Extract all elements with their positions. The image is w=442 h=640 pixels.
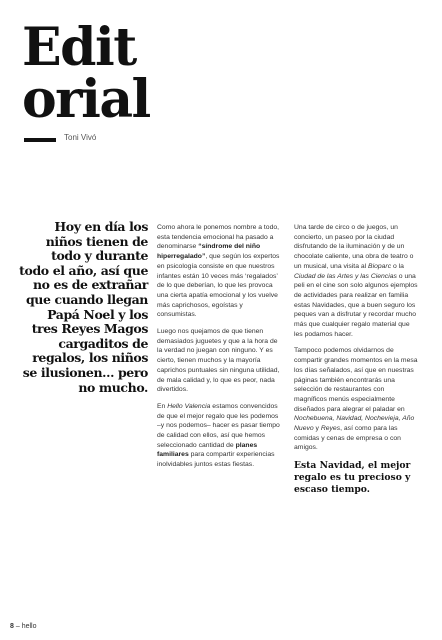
author-rule xyxy=(24,138,56,142)
title-line-2: orial xyxy=(22,69,150,130)
magazine-name: Hello Valencia xyxy=(167,402,211,410)
page-footer: 8 – hello xyxy=(10,623,37,630)
highlight-family-plans: planes familiares xyxy=(157,441,258,459)
paragraph: Luego nos quejamos de que tienen demasiados juguetes y que a la hora de la verdad no juegan con ninguno. Y es cierto, tienen muchos y la mayoría caprichos puntuales sin ninguna utilidad, de mala calidad y, lo que es peor, nada divertidos. xyxy=(157,328,280,394)
author-name: Toni Vivó xyxy=(64,133,97,142)
text-column-2 xyxy=(294,223,418,503)
text-column-1 xyxy=(157,223,281,477)
pull-quote: Hoy en día los niños tienen de todo y durante todo el año, así que no es de extrañar que cuando llegan Papá Noel y los tres Reyes Magos cargaditos de regalos, los niños se ilusionen... pero no mucho. xyxy=(19,219,148,395)
paragraph: Como ahora le ponemos nombre a todo, esta tendencia emocional ha pasado a denominarse “síndrome del niño hiperregalado”, que según los expertos en psicología consiste en que nuestros infantes están 10 veces más ‘regalados’ de lo que deberían, lo que les provoca una cierta apatía emocional y los vuelve más caprichosos, egoístas y consumistas. xyxy=(157,224,280,319)
title-line-1: Edit xyxy=(22,17,136,78)
page-number: 8 xyxy=(10,623,14,630)
editorial-title xyxy=(22,17,150,130)
brand-name: hello xyxy=(21,623,37,630)
paragraph: Una tarde de circo o de juegos, un concierto, un paseo por la ciudad disfrutando de la iluminación y de un chocolate caliente, una obra de teatro o un musical, una visita al Bioparc o la Ciudad de las Artes y las Ciencias o una peli en el cine son solo algunos ejemplos de actividades para realizar en familia estas Navidades, que a buen seguro los peques van a disfrutar y recordar mucho más que cualquier regalo material que les podamos hacer. xyxy=(294,224,418,338)
closing-statement: Esta Navidad, el mejor regalo es tu precioso y escaso tiempo. xyxy=(294,460,411,496)
paragraph: En Hello Valencia estamos convencidos de que el mejor regalo que les podemos –y nos podemos– hacer es pasar tiempo de calidad con ellos, así que hemos seleccionado cantidad de planes familiares para compartir experiencias inolvidables juntos estas fiestas. xyxy=(157,402,280,469)
paragraph: Tampoco podemos olvidarnos de compartir grandes momentos en la mesa los días señalados, así que en nuestras páginas también encontrarás una selección de restaurantes con magníficos menús especialmente diseñados para alegrar el paladar en Nochebuena, Navidad, Nochevieja, Año Nuevo y Reyes, así como para las comidas y cenas de empresa o con amigos. xyxy=(294,347,418,452)
highlight-syndrome: “síndrome del niño hiperregalado” xyxy=(157,243,261,261)
